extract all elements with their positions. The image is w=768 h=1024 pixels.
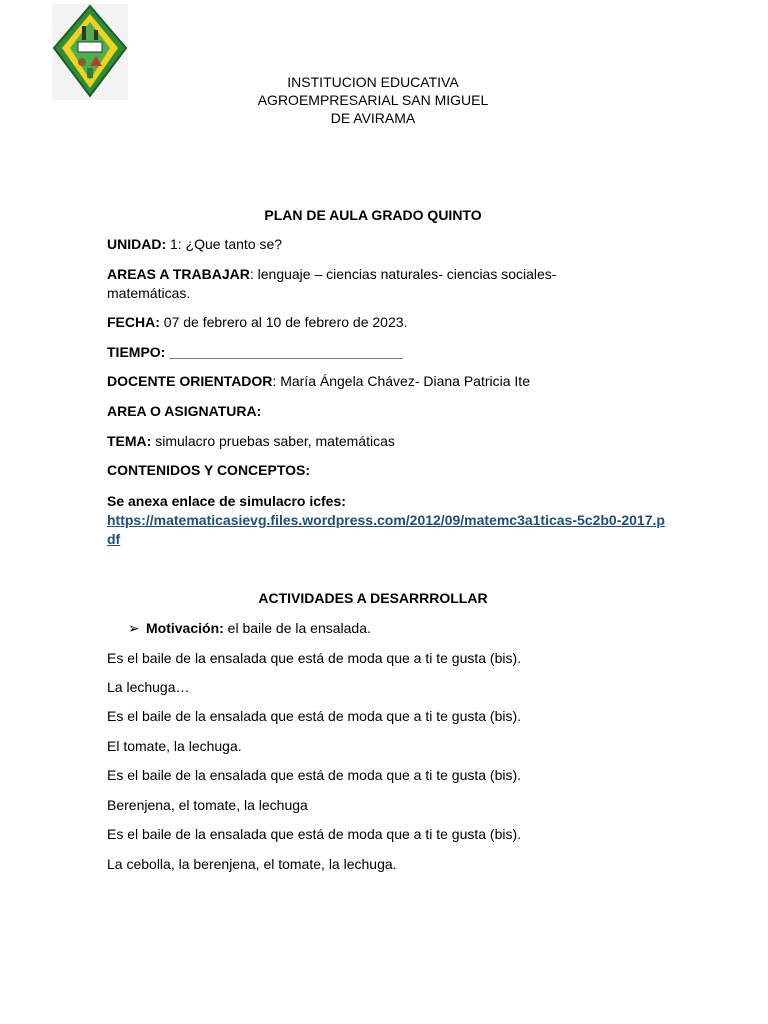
song-line: Es el baile de la ensalada que está de moda que a ti te gusta (bis). [107,767,522,783]
unidad-value: 1: ¿Que tanto se? [166,236,283,252]
docente-label: DOCENTE ORIENTADOR [107,373,273,389]
header-line-3: DE AVIRAMA [330,110,416,126]
tema-row [107,433,687,449]
header-line-1: INSTITUCION EDUCATIVA [287,74,459,90]
fecha-row [107,314,687,330]
song-line: Es el baile de la ensalada que está de moda que a ti te gusta (bis). [107,708,522,724]
fecha-value: 07 de febrero al 10 de febrero de 2023. [159,314,408,330]
activities-title: ACTIVIDADES A DESARRROLLAR [258,590,488,606]
areas-value: : lenguaje – ciencias naturales- ciencias sociales- matemáticas. [107,266,557,301]
tema-label: TEMA: [107,433,152,449]
institution-header [0,73,746,127]
motivacion-row [128,620,688,637]
simulacro-link[interactable]: https://matematicasievg.files.wordpress.com/2012/09/matemc3a1ticas-5c2b0-2017.pdf [107,512,665,547]
docente-row [107,373,687,389]
song-line: La cebolla, la berenjena, el tomate, la lechuga. [107,856,397,872]
song-line: El tomate, la lechuga. [107,738,242,754]
song-line: Es el baile de la ensalada que está de moda que a ti te gusta (bis). [107,826,522,842]
tema-value: simulacro pruebas saber, matemáticas [151,433,395,449]
plan-title: PLAN DE AULA GRADO QUINTO [264,207,482,223]
unidad-row [107,236,687,252]
unidad-label: UNIDAD: [107,236,167,252]
song-line: La lechuga… [107,679,190,695]
docente-value: : María Ángela Chávez- Diana Patricia Ite [272,373,530,389]
header-line-2: AGROEMPRESARIAL SAN MIGUEL [257,92,489,108]
areas-row [107,265,607,303]
area-asignatura-row: AREA O ASIGNATURA: [107,403,262,419]
motivacion-label: Motivación: [146,620,224,636]
fecha-label: FECHA: [107,314,160,330]
anexo-block [107,492,667,549]
arrow-bullet-icon: ➢ [128,620,140,636]
areas-label: AREAS A TRABAJAR [107,266,250,282]
anexo-label: Se anexa enlace de simulacro icfes: [107,493,346,509]
motivacion-value: el baile de la ensalada. [223,620,371,636]
song-line: Es el baile de la ensalada que está de moda que a ti te gusta (bis). [107,650,522,666]
song-line: Berenjena, el tomate, la lechuga [107,797,308,813]
tiempo-row: TIEMPO: ______________________________ [107,344,403,360]
contenidos-row: CONTENIDOS Y CONCEPTOS: [107,462,311,478]
